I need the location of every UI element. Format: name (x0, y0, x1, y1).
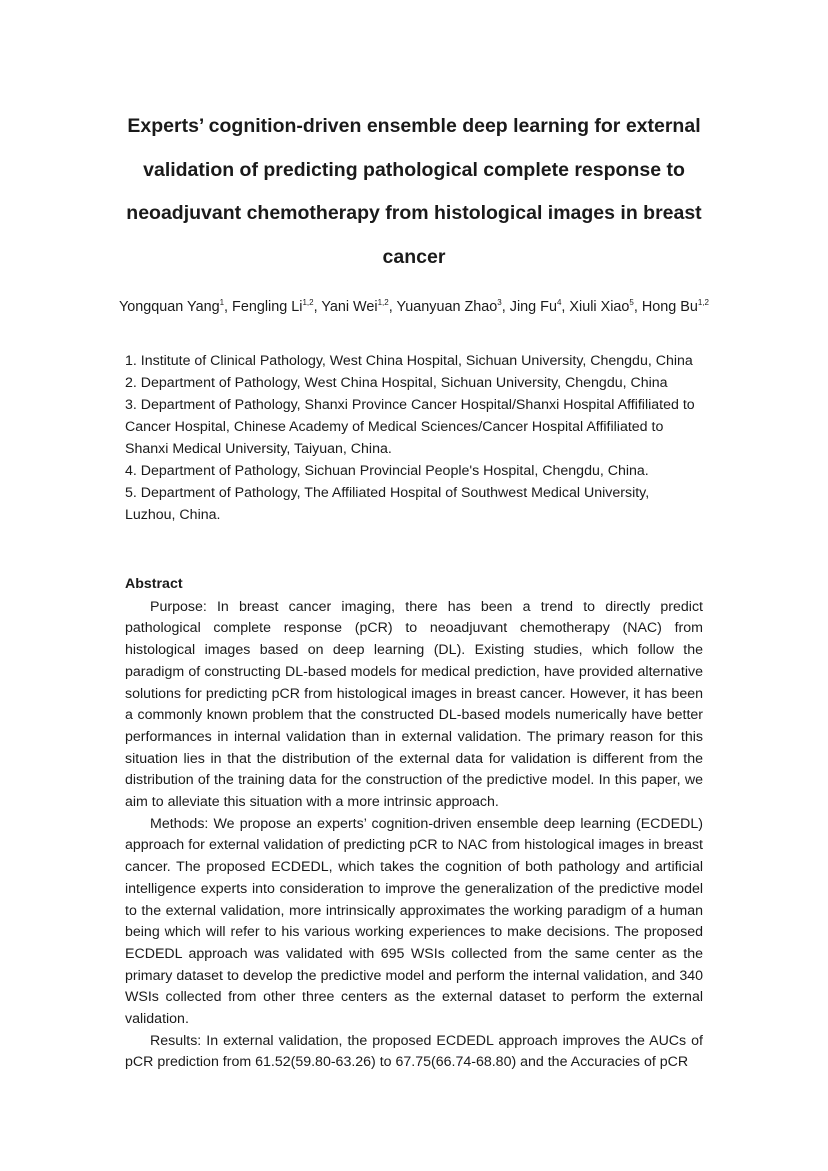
author-affiliation-mark: 1,2 (377, 298, 389, 307)
author-name: Hong Bu (641, 299, 698, 315)
abstract-purpose: Purpose: In breast cancer imaging, there has been a trend to directly predict pathological complete response (pCR) to neoadjuvant chemotherapy (NAC) from histological images based on deep learning (DL). Existing studies, which follow the paradigm of constructing DL-based models for medical prediction, have provided alternative solutions for predicting pCR from histological images in breast cancer. However, it has been a commonly known problem that the constructed DL-based models numerically have better performances in internal validation than in external validation. The primary reason for this situation lies in that the distribution of the external data for validation is different from the distribution of the training data for the construction of the predictive model. In this paper, we aim to alleviate this situation with a more intrinsic approach. (125, 598, 703, 811)
author-name: Fengling Li (232, 299, 303, 315)
author-name: Jing Fu (509, 299, 557, 315)
author-affiliation-mark: 5 (629, 298, 634, 307)
title-line: validation of predicting pathological complete response to (143, 158, 685, 181)
author-separator: , (501, 299, 510, 315)
author-affiliation-mark: 3 (497, 298, 502, 307)
abstract-results: Results: In external validation, the proposed ECDEDL approach improves the AUCs of pCR prediction from 61.52(59.80-63.26) to 67.75(66.74-68.80) and the Accuracies of pCR (125, 1032, 703, 1071)
author-affiliation-mark: 4 (556, 298, 562, 307)
affiliation-item: 3. Department of Pathology, Shanxi Province Cancer Hospital/Shanxi Hospital Affifiliated to Cancer Hospital, Chinese Academy of Medical Sciences/Cancer Hospital Affifiliated to Shanxi Medical University, Taiyuan, China. (125, 397, 695, 457)
affiliation-list (125, 350, 703, 526)
author-separator: , (388, 299, 397, 315)
title-line: Experts’ cognition-driven ensemble deep learning for external (127, 115, 701, 137)
title-line: neoadjuvant chemotherapy from histological images in breast (126, 202, 702, 224)
affiliation-item: 1. Institute of Clinical Pathology, West China Hospital, Sichuan University, Chengdu, China (125, 353, 693, 369)
author-separator: , (633, 299, 642, 315)
abstract-heading: Abstract (125, 576, 183, 592)
paper-title (110, 105, 718, 279)
author-name: Yongquan Yang (119, 299, 220, 315)
author-separator: , (561, 299, 570, 315)
author-separator: , (224, 299, 233, 315)
affiliation-item: 2. Department of Pathology, West China Hospital, Sichuan University, Chengdu, China (125, 375, 668, 391)
affiliation-item: 4. Department of Pathology, Sichuan Provincial People's Hospital, Chengdu, China. (125, 463, 649, 479)
author-name: Yuanyuan Zhao (396, 299, 498, 315)
author-affiliation-mark: 1,2 (302, 298, 314, 307)
abstract-section (125, 574, 703, 1074)
author-affiliation-mark: 1,2 (697, 298, 709, 307)
author-name: Yani Wei (321, 299, 378, 315)
affiliation-item: 5. Department of Pathology, The Affiliated Hospital of Southwest Medical University, Luzhou, China. (125, 485, 650, 523)
author-separator: , (313, 299, 322, 315)
author-affiliation-mark: 1 (219, 298, 225, 307)
abstract-methods: Methods: We propose an experts’ cognition-driven ensemble deep learning (ECDEDL) approach for external validation of predicting pCR to NAC from histological images in breast cancer. The proposed ECDEDL, which takes the cognition of both pathology and artificial intelligence experts into consideration to improve the generalization of the predictive model to the external validation, more intrinsically approximates the working paradigm of a human being which will refer to his various working experiences to make decisions. The proposed ECDEDL approach was validated with 695 WSIs collected from the same center as the primary dataset to develop the predictive model and perform the internal validation, and 340 WSIs collected from other three centers as the external dataset to perform the external validation. (125, 815, 703, 1028)
author-name: Xiuli Xiao (569, 299, 630, 315)
title-line: cancer (382, 245, 446, 268)
author-list (100, 299, 728, 315)
